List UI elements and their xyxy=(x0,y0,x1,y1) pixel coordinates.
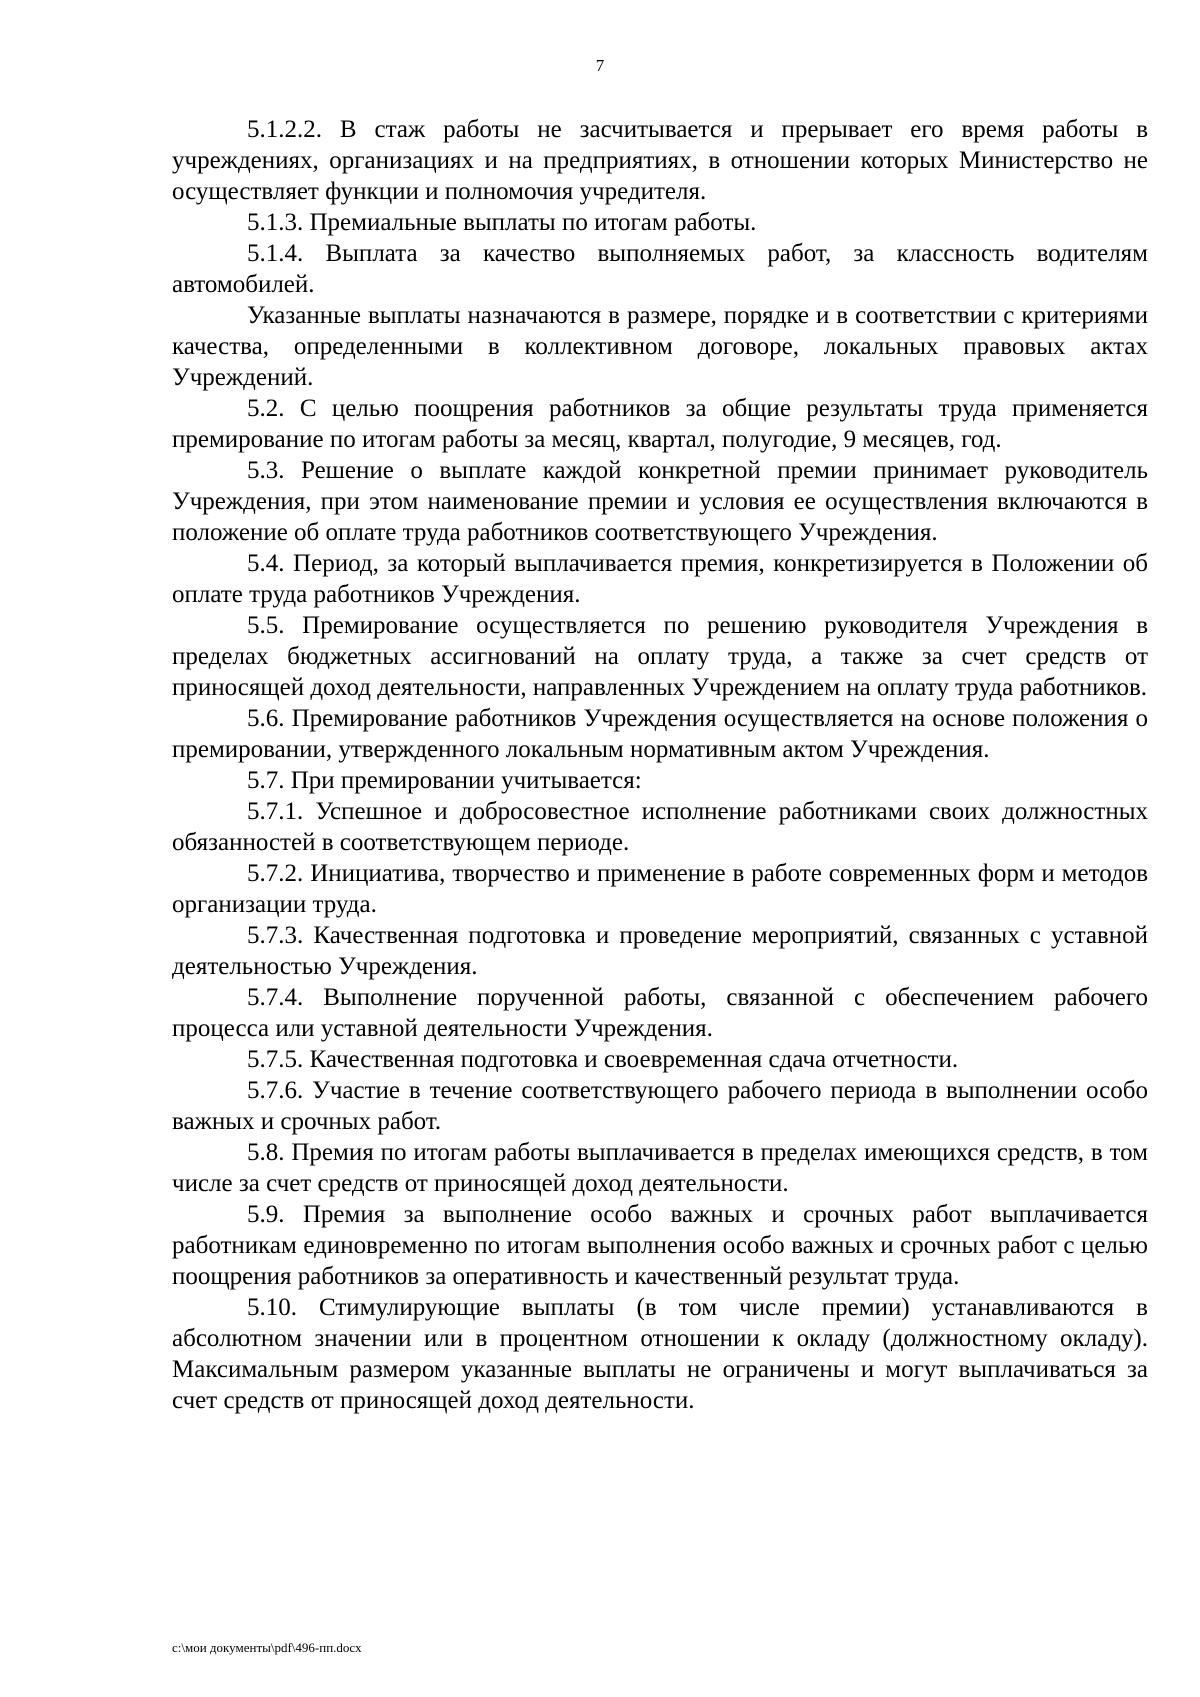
paragraph-5-2: 5.2. С целью поощрения работников за общие результаты труда применяется премирование по итогам работы за месяц, квартал, полугодие, 9 месяцев, год. xyxy=(172,395,1148,453)
paragraph-5-7: 5.7. При премировании учитывается: xyxy=(247,767,642,794)
paragraph-5-7-6: 5.7.6. Участие в течение соответствующего рабочего периода в выполнении особо важных и срочных работ. xyxy=(172,1077,1148,1135)
paragraph-5-3: 5.3. Решение о выплате каждой конкретной премии принимает руководитель Учреждения, при этом наименование премии и условия ее осуществления включаются в положение об оплате труда работников соответствующего Учреждения. xyxy=(172,457,1148,546)
paragraph-payments-note: Указанные выплаты назначаются в размере, порядке и в соответствии с критериями качества, определенными в коллективном договоре, локальных правовых актах Учреждений. xyxy=(172,302,1148,391)
paragraph-5-6: 5.6. Премирование работников Учреждения осуществляется на основе положения о премировании, утвержденного локальным нормативным актом Учреждения. xyxy=(172,705,1148,763)
paragraph-5-7-2: 5.7.2. Инициатива, творчество и применение в работе современных форм и методов организации труда. xyxy=(172,860,1148,918)
paragraph-5-4: 5.4. Период, за который выплачивается премия, конкретизируется в Положении об оплате труда работников Учреждения. xyxy=(172,550,1148,608)
paragraph-5-1-3: 5.1.3. Премиальные выплаты по итогам работы. xyxy=(247,209,757,236)
paragraph-5-1-2-2: 5.1.2.2. В стаж работы не засчитывается и прерывает его время работы в учреждениях, организациях и на предприятиях, в отношении которых Министерство не осуществляет функции и полномочия учредителя. xyxy=(172,116,1148,205)
paragraph-5-5: 5.5. Премирование осуществляется по решению руководителя Учреждения в пределах бюджетных ассигнований на оплату труда, а также за счет средств от приносящей доход деятельности, направленных Учреждением на оплату труда работников. xyxy=(172,612,1148,701)
paragraph-5-7-3: 5.7.3. Качественная подготовка и проведение мероприятий, связанных с уставной деятельностью Учреждения. xyxy=(172,922,1148,980)
paragraph-5-9: 5.9. Премия за выполнение особо важных и срочных работ выплачивается работникам единовременно по итогам выполнения особо важных и срочных работ с целью поощрения работников за оперативность и качественный результат труда. xyxy=(172,1201,1148,1290)
paragraph-5-8: 5.8. Премия по итогам работы выплачивается в пределах имеющихся средств, в том числе за счет средств от приносящей доход деятельности. xyxy=(172,1139,1148,1197)
paragraph-5-7-5: 5.7.5. Качественная подготовка и своевременная сдача отчетности. xyxy=(247,1046,959,1073)
paragraph-5-10: 5.10. Стимулирующие выплаты (в том числе премии) устанавливаются в абсолютном значении или в процентном отношении к окладу (должностному окладу). Максимальным размером указанные выплаты не ограничены и могут выплачиваться за счет средств от приносящей доход деятельности. xyxy=(172,1294,1148,1414)
paragraph-5-7-1: 5.7.1. Успешное и добросовестное исполнение работниками своих должностных обязанностей в соответствующем периоде. xyxy=(172,798,1148,856)
paragraph-5-7-4: 5.7.4. Выполнение порученной работы, связанной с обеспечением рабочего процесса или уставной деятельности Учреждения. xyxy=(172,984,1148,1042)
document-body xyxy=(172,114,1148,1416)
page-number: 7 xyxy=(595,56,605,75)
footer-file-path: c:\мои документы\pdf\496-пп.docx xyxy=(172,1640,362,1655)
paragraph-5-1-4: 5.1.4. Выплата за качество выполняемых работ, за классность водителям автомобилей. xyxy=(172,240,1148,298)
